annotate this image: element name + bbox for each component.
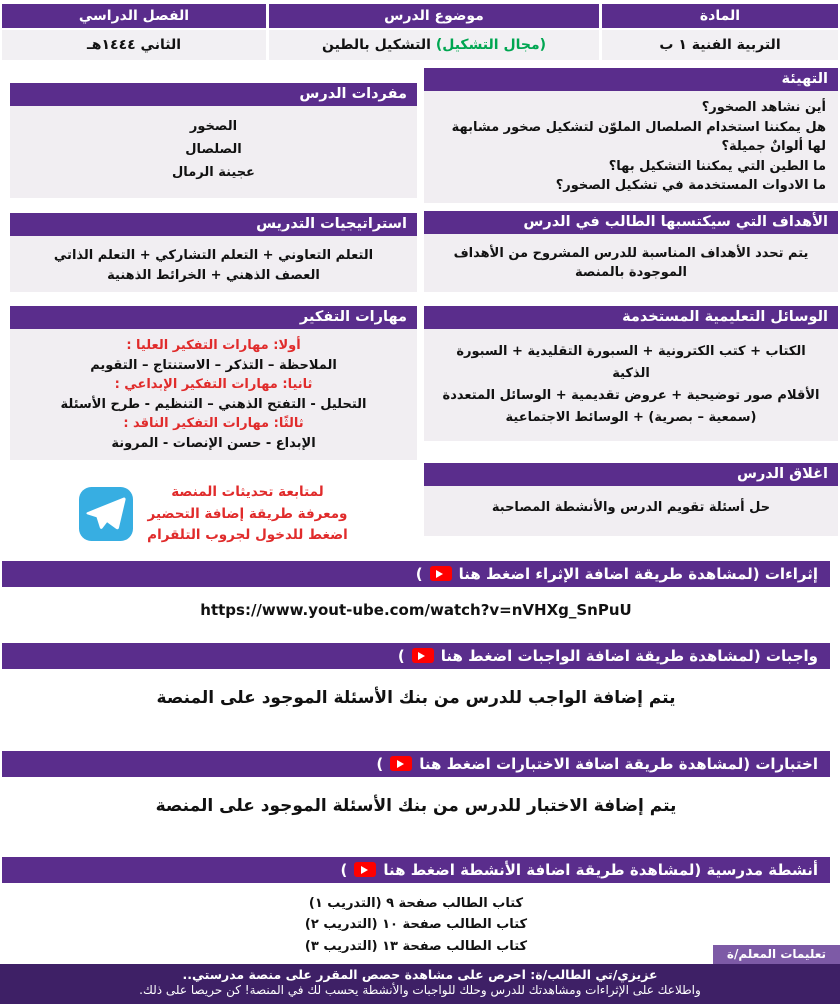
vocabulary-item: الصخور [189,119,238,134]
lesson-info-table [2,4,838,60]
tests-title-suffix: ) [376,754,384,773]
left-column [10,83,417,557]
thinking-group-heading: أولا: مهارات التفكير العليا : [126,338,301,353]
thinking-group-body: التحليل - التفتح الذهني – التنظيم - طرح الأسئلة [60,396,367,412]
tests-title: اختبارات (لمشاهدة طريقة اضافة الاختبارات اضغط هنا [419,754,818,773]
telegram-line: ومعرفة طريقة إضافة التحضير [147,505,348,522]
aids-title: الوسائل التعليمية المستخدمة [424,306,838,329]
subject-header: المادة [602,4,838,28]
section-enrichment [2,561,830,635]
tests-header-link[interactable] [2,751,830,777]
warmup-title: التهيئة [424,68,838,91]
enrichment-url[interactable]: https://www.yout-ube.com/watch?v=nVHXg_SnPuU [2,587,830,635]
thinking-group-heading: ثالثًا: مهارات التفكير الناقد : [123,416,304,431]
footer-label-row [0,943,840,964]
youtube-icon [412,648,434,663]
enrichment-title: إثراءات (لمشاهدة طريقة اضافة الإثراء اضغط هنا [458,564,818,583]
homework-header-link[interactable] [2,643,830,669]
tests-body: يتم إضافة الاختبار للدرس من بنك الأسئلة الموجود على المنصة [2,777,830,843]
enrichment-title-suffix: ) [415,564,423,583]
enrichment-header-link[interactable] [2,561,830,587]
thinking-title: مهارات التفكير [10,306,417,329]
semester-value: الثاني ١٤٤٤هـ [2,30,266,60]
activities-title-suffix: ) [340,860,348,879]
vocabulary-body [10,106,417,198]
telegram-line: لمتابعة تحديثات المنصة [171,484,324,500]
telegram-promo[interactable] [10,472,417,557]
section-tests [2,751,830,843]
telegram-icon[interactable] [79,487,133,541]
strategies-line: العصف الذهني + الخرائط الذهنية [107,267,320,283]
vocabulary-title: مفردات الدرس [10,83,417,106]
activities-title: أنشطة مدرسية (لمشاهدة طريقة اضافة الأنشطة اضغط هنا [383,860,818,879]
subject-value: التربية الفنية ١ ب [602,30,838,60]
topic-header: موضوع الدرس [269,4,599,28]
aids-line: (سمعية – بصرية) + الوسائط الاجتماعية [505,409,757,425]
warmup-line: أين نشاهد الصخور؟ [701,100,826,115]
teacher-instructions-bar [0,964,840,1004]
closure-body: حل أسئلة تقويم الدرس والأنشطة المصاحبة [424,486,838,536]
activities-header-link[interactable] [2,857,830,883]
strategies-line: التعلم التعاوني + التعلم التشاركي + التعلم الذاتي [53,248,374,263]
aids-line: الكتاب + كتب الكترونية + السبورة التقليدية + السبورة الذكية [456,343,806,381]
homework-title: واجبات (لمشاهدة طريقة اضافة الواجبات اضغط هنا [440,646,818,665]
aids-body [424,329,838,441]
thinking-group-body: الملاحظة – التذكر – الاستنتاج – التقويم [90,357,337,373]
thinking-group-heading: ثانيا: مهارات التفكير الإبداعي : [114,377,313,392]
section-warmup [424,68,838,203]
topic-name: التشكيل بالطين [321,37,431,53]
objectives-title: الأهداف التي سيكتسبها الطالب في الدرس [424,211,838,234]
telegram-line: اضغط للدخول لجروب التلقرام [147,527,348,544]
thinking-body [10,329,417,460]
topic-value [269,30,599,60]
warmup-line: ما الطين التي يمكننا التشكيل بها؟ [608,158,826,174]
semester-header: الفصل الدراسي [2,4,266,28]
vocabulary-item: عجينة الرمال [172,164,255,180]
activity-line: كتاب الطالب صفحة ١٣ (التدريب ٣) [304,938,528,954]
main-columns [10,68,838,557]
warmup-body [424,91,838,203]
section-homework [2,643,830,735]
objectives-body: يتم تحدد الأهداف المناسبة للدرس المشروح من الأهداف الموجودة بالمنصة [424,234,838,292]
homework-title-suffix: ) [397,646,405,665]
warmup-line: هل يمكننا استخدام الصلصال الملوّن لتشكيل صخور مشابهة لها ألوانٌ جميلة؟ [451,119,826,154]
section-vocabulary [10,83,417,198]
telegram-promo-text[interactable] [147,482,348,547]
topic-domain: (مجال التشكيل) [435,37,547,53]
section-thinking-skills [10,306,417,460]
youtube-icon [390,756,412,771]
thinking-group-body: الإبداع - حسن الإنصات - المرونة [111,435,316,451]
youtube-icon [354,862,376,877]
strategies-body [10,236,417,292]
right-column [424,68,838,536]
section-strategies [10,213,417,292]
section-teaching-aids [424,306,838,441]
section-lesson-closure [424,463,838,536]
aids-line: الأقلام صور توضيحية + عروض تقديمية + الوسائل المتعددة [442,387,820,403]
footer-instruction-line: واطلاعك على الإثراءات ومشاهدتك للدرس وحلك للواجبات والأنشطة يحسب لك في المنصة! كن حريصا على ذلك. [139,983,701,998]
strategies-title: استراتيجيات التدريس [10,213,417,236]
teacher-instructions-label: تعليمات المعلم/ة [713,945,840,964]
homework-body: يتم إضافة الواجب للدرس من بنك الأسئلة الموجود على المنصة [2,669,830,735]
activity-line: كتاب الطالب صفحة ١٠ (التدريب ٢) [304,917,528,933]
footer-instruction-line: عزيزي/تي الطالب/ة: احرص على مشاهدة حصص المقرر على منصة مدرستي.. [182,967,658,983]
youtube-icon [430,566,452,581]
warmup-line: ما الادوات المستخدمة في تشكيل الصخور؟ [555,178,826,193]
section-objectives [424,211,838,292]
vocabulary-item: الصلصال [185,141,242,157]
footer [0,943,840,1004]
closure-title: اغلاق الدرس [424,463,838,486]
activity-line: كتاب الطالب صفحة ٩ (التدريب ١) [308,895,524,911]
